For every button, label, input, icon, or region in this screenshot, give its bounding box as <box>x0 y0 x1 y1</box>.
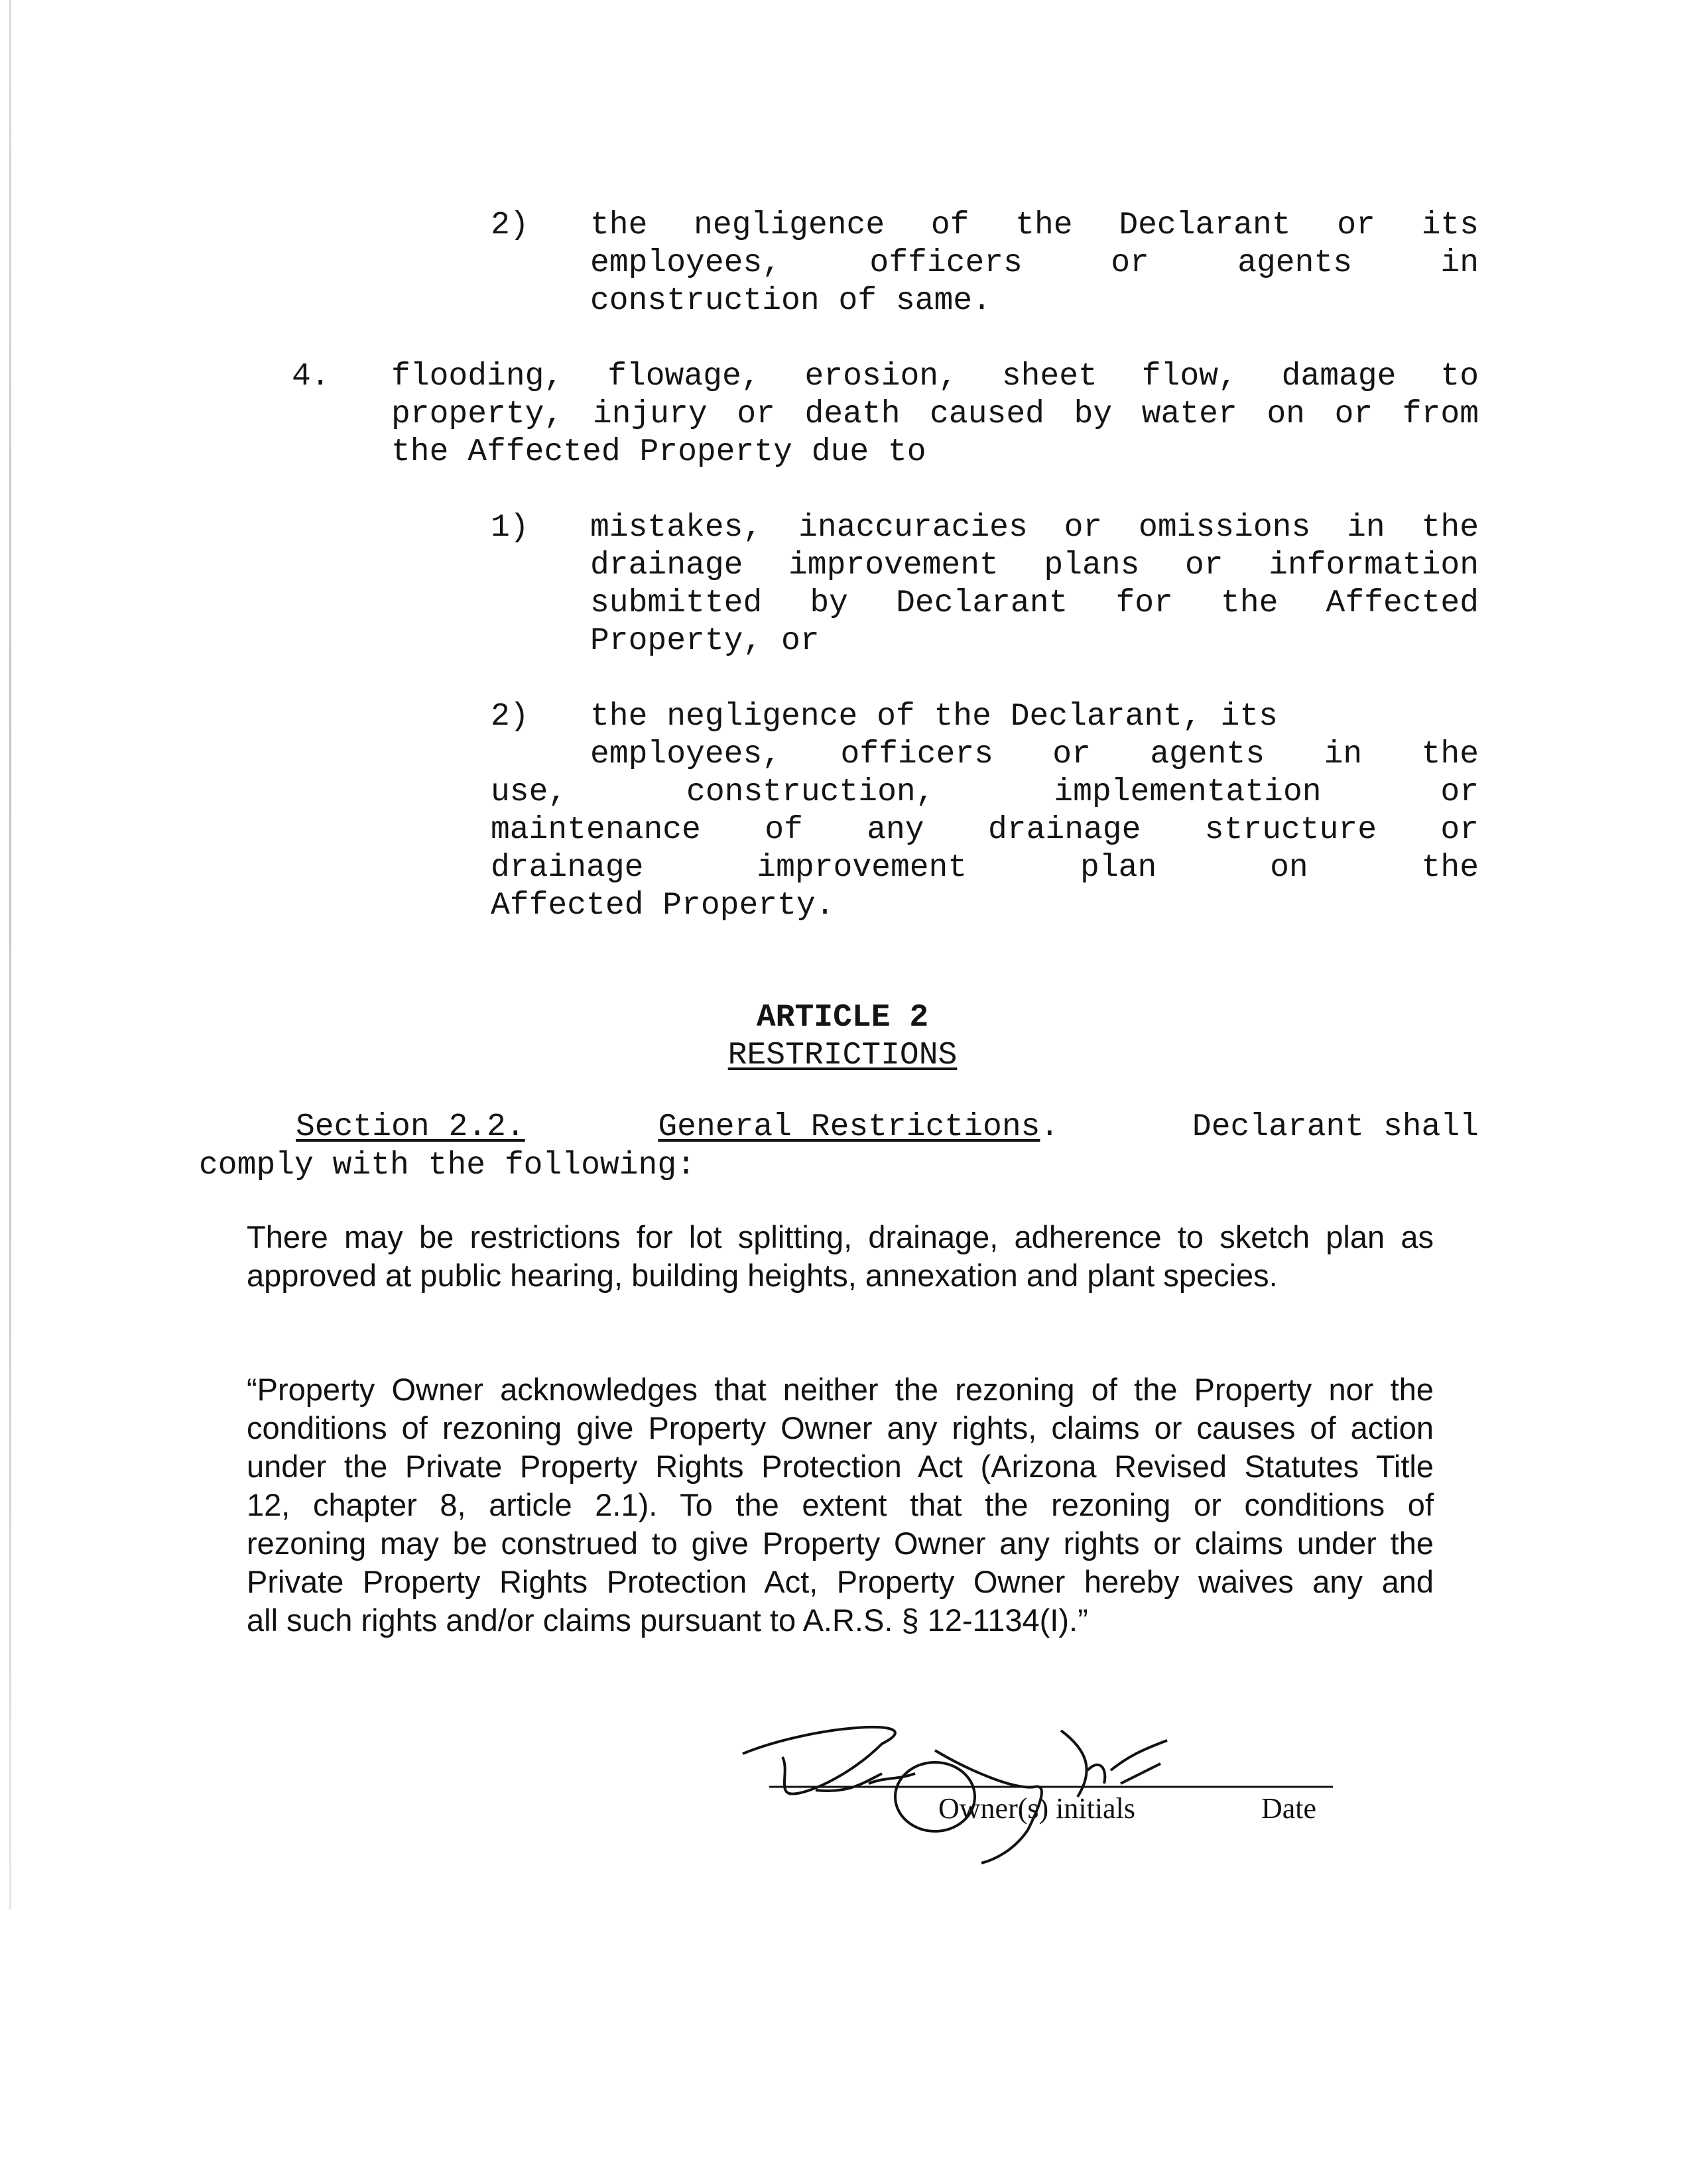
text-line: Affected Property. <box>491 888 835 924</box>
text-line: under the Private Property Rights Protection Act (Arizona Revised Statutes Title <box>247 1449 1434 1484</box>
text-line: property, injury or death caused by water on or from <box>391 396 1479 432</box>
initials-label: Owner(s) initials <box>938 1792 1135 1825</box>
item4-number: 4. <box>292 359 330 394</box>
text-line: 12, chapter 8, article 2.1). To the extent that the rezoning or conditions of <box>247 1487 1434 1522</box>
text-line: drainage improvement plans or information <box>590 548 1479 583</box>
signature-graphic <box>716 1677 1366 1876</box>
section-title: General Restrictions <box>658 1109 1040 1145</box>
section-heading <box>296 1109 1479 1146</box>
section-line2: comply with the following: <box>199 1148 696 1183</box>
waiver-paragraph <box>247 1370 1434 1640</box>
item3-sub2-text <box>590 207 1479 320</box>
section-number: Section 2.2. <box>296 1109 525 1145</box>
section-rest: Declarant shall <box>1192 1109 1479 1145</box>
text-line: employees, officers or agents in <box>590 245 1479 281</box>
article-subheading: RESTRICTIONS <box>727 1038 958 1073</box>
text-line: employees, officers or agents in the <box>590 737 1479 772</box>
item3-sub2-number: 2) <box>491 208 529 243</box>
text-line: conditions of rezoning give Property Owner any rights, claims or causes of action <box>247 1410 1434 1445</box>
signature-stroke <box>743 1727 895 1794</box>
text-line: Private Property Rights Protection Act, Property Owner hereby waives any and <box>247 1564 1434 1599</box>
date-label: Date <box>1261 1792 1317 1825</box>
text-line: construction of same. <box>590 283 991 319</box>
text-line: “Property Owner acknowledges that neither the rezoning of the Property nor the <box>247 1372 1434 1407</box>
text-line: approved at public hearing, building heights, annexation and plant species. <box>247 1258 1278 1293</box>
item4-sub1-number: 1) <box>491 510 529 546</box>
section-title-end: . <box>1040 1109 1060 1145</box>
text-line: drainage improvement plan on the <box>491 850 1479 886</box>
text-line: Property, or <box>590 623 820 659</box>
text-line: maintenance of any drainage structure or <box>491 812 1479 848</box>
item4-sub2-first: the negligence of the Declarant, its <box>590 699 1278 735</box>
text-line: the negligence of the Declarant or its <box>590 208 1479 243</box>
item4-sub2-number: 2) <box>491 699 529 735</box>
article-heading: ARTICLE 2 <box>756 1000 929 1036</box>
item4-sub1-text <box>590 509 1479 660</box>
text-line: submitted by Declarant for the Affected <box>590 585 1479 621</box>
text-line: flooding, flowage, erosion, sheet flow, damage to <box>391 359 1479 394</box>
text-line: the Affected Property due to <box>391 434 926 470</box>
restrictions-paragraph <box>247 1218 1434 1295</box>
text-line: all such rights and/or claims pursuant to A.R.S. § 12-1134(I).” <box>247 1603 1088 1638</box>
text-line: rezoning may be construed to give Property Owner any rights or claims under the <box>247 1526 1434 1561</box>
article-subheading-wrap <box>0 1037 1685 1075</box>
scan-edge <box>9 0 11 1910</box>
text-line: There may be restrictions for lot splitting, drainage, adherence to sketch plan as <box>247 1219 1434 1254</box>
item4-text <box>391 358 1479 471</box>
item4-sub2-text <box>491 736 1479 925</box>
section-title-wrap <box>658 1109 1059 1146</box>
text-line: use, construction, implementation or <box>491 774 1479 810</box>
text-line: mistakes, inaccuracies or omissions in the <box>590 510 1479 546</box>
